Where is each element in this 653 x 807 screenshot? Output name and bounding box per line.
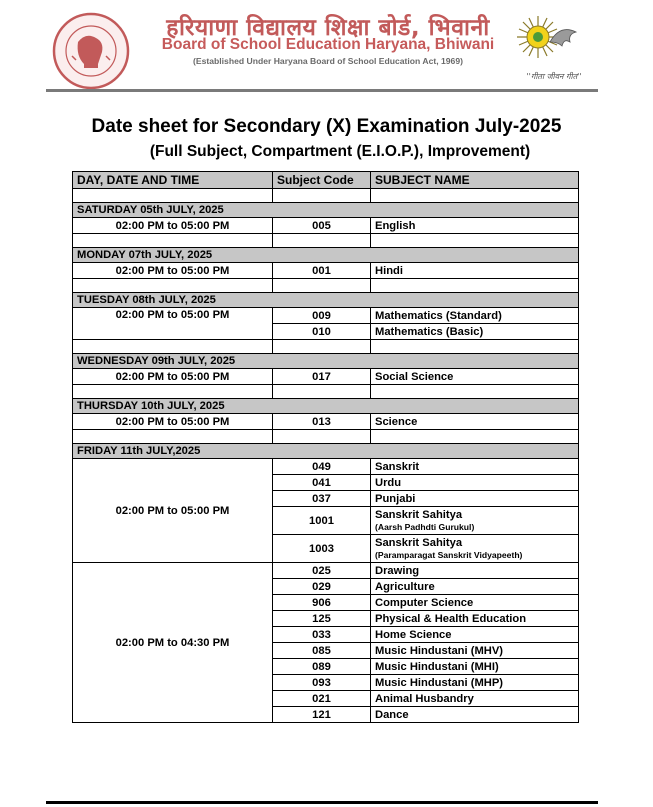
table-row bbox=[73, 414, 579, 430]
subject-note: (Paramparagat Sanskrit Vidyapeeth) bbox=[375, 550, 523, 560]
table-row bbox=[73, 369, 579, 385]
subject-code: 013 bbox=[273, 414, 371, 430]
subject-name-cell bbox=[371, 535, 579, 563]
day-row bbox=[73, 354, 579, 369]
subject-code: 1001 bbox=[273, 507, 371, 535]
sun-emblem-logo bbox=[516, 12, 578, 72]
subject-name: Sanskrit bbox=[371, 459, 579, 475]
subject-code: 001 bbox=[273, 263, 371, 279]
spacer-row bbox=[73, 340, 579, 354]
table-row bbox=[73, 563, 579, 579]
exam-time: 02:00 PM to 04:30 PM bbox=[73, 563, 273, 723]
subject-code: 033 bbox=[273, 627, 371, 643]
day-row bbox=[73, 444, 579, 459]
day-date: FRIDAY 11th JULY,2025 bbox=[73, 444, 579, 459]
subject-name: Science bbox=[371, 414, 579, 430]
subject-code: 017 bbox=[273, 369, 371, 385]
subject-code: 1003 bbox=[273, 535, 371, 563]
spacer-row bbox=[73, 385, 579, 399]
spacer-row bbox=[73, 430, 579, 444]
spacer-row bbox=[73, 189, 579, 203]
subject-name: Mathematics (Basic) bbox=[371, 324, 579, 340]
subject-code: 121 bbox=[273, 707, 371, 723]
exam-time: 02:00 PM to 05:00 PM bbox=[73, 414, 273, 430]
motto-text: ''गीता जीवन गीत'' bbox=[526, 72, 582, 81]
subject-code: 009 bbox=[273, 308, 371, 324]
day-date: THURSDAY 10th JULY, 2025 bbox=[73, 399, 579, 414]
column-header-subject: SUBJECT NAME bbox=[371, 172, 579, 189]
subject-code: 089 bbox=[273, 659, 371, 675]
subject-name: Sanskrit Sahitya bbox=[375, 509, 463, 521]
exam-time: 02:00 PM to 05:00 PM bbox=[73, 218, 273, 234]
table-row bbox=[73, 218, 579, 234]
subject-name: Music Hindustani (MHV) bbox=[371, 643, 579, 659]
exam-time: 02:00 PM to 05:00 PM bbox=[73, 369, 273, 385]
established-note: (Established Under Haryana Board of School Education Act, 1969) bbox=[193, 56, 463, 66]
exam-time: 02:00 PM to 05:00 PM bbox=[73, 308, 273, 340]
subject-name: Music Hindustani (MHI) bbox=[371, 659, 579, 675]
board-name-english: Board of School Education Haryana, Bhiwani bbox=[161, 36, 495, 53]
spacer-row bbox=[73, 279, 579, 293]
day-date: SATURDAY 05th JULY, 2025 bbox=[73, 203, 579, 218]
subject-name: Home Science bbox=[371, 627, 579, 643]
subject-name: Hindi bbox=[371, 263, 579, 279]
subject-code: 085 bbox=[273, 643, 371, 659]
exam-time: 02:00 PM to 05:00 PM bbox=[73, 459, 273, 563]
spacer-row bbox=[73, 234, 579, 248]
header-divider bbox=[46, 89, 598, 92]
table-row bbox=[73, 459, 579, 475]
subject-name: Social Science bbox=[371, 369, 579, 385]
day-row bbox=[73, 293, 579, 308]
board-seal-logo bbox=[46, 12, 136, 90]
subject-code: 005 bbox=[273, 218, 371, 234]
subject-code: 021 bbox=[273, 691, 371, 707]
date-sheet-subtitle: (Full Subject, Compartment (E.I.O.P.), Improvement) bbox=[149, 143, 531, 160]
subject-name: Computer Science bbox=[371, 595, 579, 611]
subject-name: Mathematics (Standard) bbox=[371, 308, 579, 324]
subject-name: Physical & Health Education bbox=[371, 611, 579, 627]
subject-name: Animal Husbandry bbox=[371, 691, 579, 707]
subject-name: Sanskrit Sahitya bbox=[375, 537, 463, 549]
table-header-row bbox=[73, 172, 579, 189]
subject-name: Punjabi bbox=[371, 491, 579, 507]
subject-code: 041 bbox=[273, 475, 371, 491]
day-date: MONDAY 07th JULY, 2025 bbox=[73, 248, 579, 263]
column-header-code: Subject Code bbox=[273, 172, 371, 189]
subject-name: Dance bbox=[371, 707, 579, 723]
day-date: TUESDAY 08th JULY, 2025 bbox=[73, 293, 579, 308]
subject-code: 010 bbox=[273, 324, 371, 340]
subject-code: 025 bbox=[273, 563, 371, 579]
subject-code: 049 bbox=[273, 459, 371, 475]
footer-divider bbox=[46, 801, 598, 804]
subject-code: 125 bbox=[273, 611, 371, 627]
subject-code: 037 bbox=[273, 491, 371, 507]
day-row bbox=[73, 248, 579, 263]
subject-name: Music Hindustani (MHP) bbox=[371, 675, 579, 691]
exam-time: 02:00 PM to 05:00 PM bbox=[73, 263, 273, 279]
subject-name-cell bbox=[371, 507, 579, 535]
column-header-day: DAY, DATE AND TIME bbox=[73, 172, 273, 189]
table-row bbox=[73, 308, 579, 324]
subject-name: Agriculture bbox=[371, 579, 579, 595]
subject-note: (Aarsh Padhdti Gurukul) bbox=[375, 522, 475, 532]
subject-code: 906 bbox=[273, 595, 371, 611]
day-row bbox=[73, 399, 579, 414]
day-row bbox=[73, 203, 579, 218]
date-sheet-table bbox=[72, 171, 579, 723]
day-date: WEDNESDAY 09th JULY, 2025 bbox=[73, 354, 579, 369]
subject-code: 093 bbox=[273, 675, 371, 691]
date-sheet-title: Date sheet for Secondary (X) Examination July-2025 bbox=[91, 116, 562, 137]
subject-name: English bbox=[371, 218, 579, 234]
subject-code: 029 bbox=[273, 579, 371, 595]
subject-name: Urdu bbox=[371, 475, 579, 491]
table-row bbox=[73, 263, 579, 279]
board-name-hindi: हरियाणा विद्यालय शिक्षा बोर्ड, भिवानी bbox=[166, 15, 490, 41]
subject-name: Drawing bbox=[371, 563, 579, 579]
